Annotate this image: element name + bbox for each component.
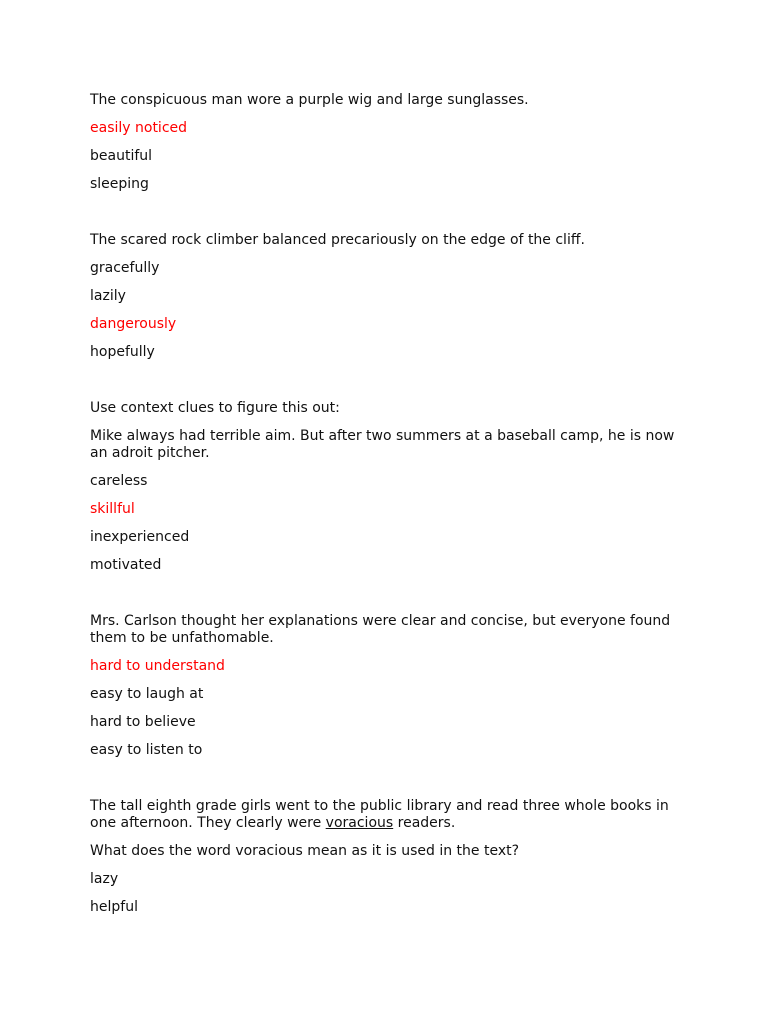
answer-option: motivated <box>90 557 162 573</box>
spacer <box>90 372 680 400</box>
answer-option: hard to understand <box>90 658 225 674</box>
answer-option: easily noticed <box>90 120 188 136</box>
question-5 <box>90 798 680 916</box>
question-prompt: What does the word voracious mean as it is used in the text? <box>90 843 520 859</box>
answer-option: sleeping <box>90 176 149 192</box>
quiz-page <box>90 92 680 927</box>
underlined-word: voracious <box>325 815 394 831</box>
question-text: Mrs. Carlson thought her explanations were clear and concise, but everyone found them to be unfathomable. <box>90 613 671 646</box>
question-text: The conspicuous man wore a purple wig and large sunglasses. <box>90 92 529 108</box>
question-1 <box>90 92 680 193</box>
answer-option: easy to laugh at <box>90 686 204 702</box>
answer-option: careless <box>90 473 148 489</box>
answer-option: beautiful <box>90 148 153 164</box>
answer-option: dangerously <box>90 316 177 332</box>
question-text: The scared rock climber balanced precariously on the edge of the cliff. <box>90 232 585 248</box>
answer-option: helpful <box>90 899 138 915</box>
spacer <box>90 585 680 613</box>
question-prompt: Use context clues to figure this out: <box>90 400 340 416</box>
spacer <box>90 770 680 798</box>
question-text: Mike always had terrible aim. But after two summers at a baseball camp, he is now an adroit pitcher. <box>90 428 675 461</box>
answer-option: hard to believe <box>90 714 196 730</box>
question-4 <box>90 613 680 759</box>
answer-option: gracefully <box>90 260 160 276</box>
question-2 <box>90 232 680 361</box>
question-text <box>90 798 680 832</box>
answer-option: lazy <box>90 871 119 887</box>
answer-option: lazily <box>90 288 126 304</box>
answer-option: skillful <box>90 501 135 517</box>
answer-option: inexperienced <box>90 529 190 545</box>
question-text-end: readers. <box>393 815 456 831</box>
question-3 <box>90 400 680 574</box>
answer-option: hopefully <box>90 344 155 360</box>
question-text-start: The tall eighth grade girls went to the public library and read three whole books in one afternoon. They clearly were <box>90 798 669 831</box>
answer-option: easy to listen to <box>90 742 203 758</box>
spacer <box>90 204 680 232</box>
